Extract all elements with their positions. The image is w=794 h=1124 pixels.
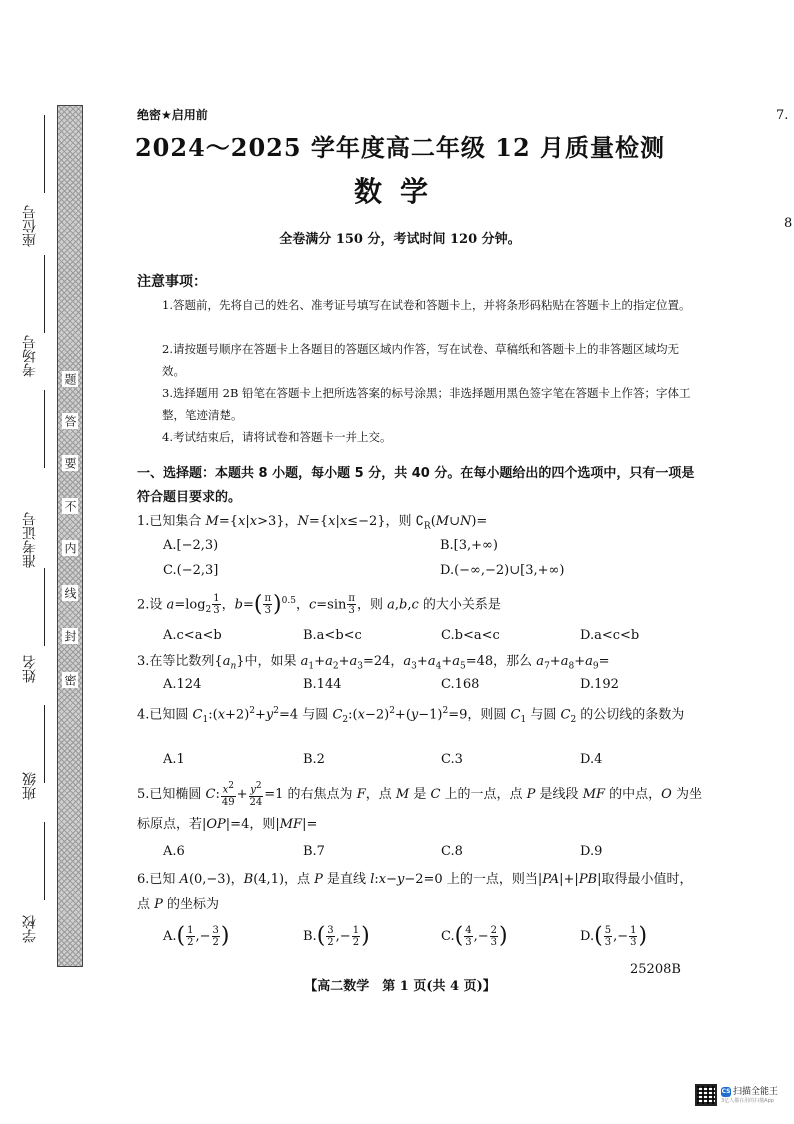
q3-option-d: D.192 [580, 677, 619, 692]
q6-option-b: B.( $\frac{3}{2}$ ,− $\frac{1}{2}$ ) [303, 923, 370, 949]
q2-option-a: A.c<a<b [163, 628, 222, 643]
page-title: 2024～2025 学年度高二年级 12 月质量检测 [134, 133, 666, 162]
q2-option-d: D.a<c<b [580, 628, 640, 643]
paper-code: 25208B [630, 962, 681, 977]
q5-option-b: B.7 [303, 844, 325, 859]
seal-char: 内 [63, 542, 77, 554]
q1-option-b: B.[3,+∞) [440, 538, 498, 553]
q3-option-b: B.144 [303, 677, 342, 692]
q4-option-c: C.3 [441, 752, 463, 767]
q2-option-c: C.b<a<c [441, 628, 500, 643]
scanner-logo-icon: CS [721, 1087, 731, 1095]
page-footer: 【高二数学 第 1 页(共 4 页)】 [304, 979, 496, 994]
seal-char: 要 [63, 457, 77, 469]
binding-field-label: 班级 [22, 772, 38, 800]
seal-char: 线 [63, 587, 77, 599]
next-page-number: 8 [784, 216, 793, 231]
q2-option-b: B.a<b<c [303, 628, 362, 643]
note-item: 4.考试结束后，请将试卷和答题卡一并上交。 [162, 430, 392, 444]
q6-option-a: A.( $\frac{1}{2}$ ,− $\frac{3}{2}$ ) [163, 923, 230, 949]
q4-option-a: A.1 [163, 752, 185, 767]
score-info: 全卷满分 150 分，考试时间 120 分钟。 [279, 232, 521, 247]
next-page-number: 7. [776, 108, 789, 123]
q5-option-c: C.8 [441, 844, 463, 859]
confidential-mark: 绝密★启用前 [137, 108, 208, 122]
seal-char: 题 [63, 373, 77, 385]
question-2: 2.设 $a=\log_2$ $\frac{1}{3}$ ，b=( $\frac{\pi}{3}$ )$^{0.5}$，c=sin $\frac{\pi}{3}$ ，则 a,b,c 的大小关系是 [137, 591, 501, 617]
q1-option-d: D.(−∞,−2)∪[3,+∞) [440, 563, 565, 578]
binding-field-line[interactable] [44, 255, 45, 333]
subject-title: 数学 [353, 175, 446, 208]
q1-option-c: C.(−2,3] [163, 563, 219, 578]
notes-title: 注意事项： [137, 274, 207, 290]
seal-char: 答 [63, 415, 77, 427]
binding-field-line[interactable] [44, 568, 45, 646]
q4-option-b: B.2 [303, 752, 325, 767]
seal-char: 不 [63, 500, 77, 512]
seal-char: 封 [63, 630, 77, 642]
binding-field-line[interactable] [44, 115, 45, 193]
scanner-name: 扫描全能王 [733, 1086, 779, 1097]
q1-option-a: A.[−2,3) [163, 538, 219, 553]
q6-option-d: D.( $\frac{5}{3}$ ,− $\frac{1}{3}$ ) [580, 923, 648, 949]
seal-strip [57, 105, 83, 967]
question-5: 5.已知椭圆 C: $\frac{x^2}{49}$ + $\frac{y^2}{24}$ =1 的右焦点为 F，点 M 是 C 上的一点，点 P 是线段 MF 的中点，O 为坐标原点，若|OP|=4，则|MF|= [137, 781, 702, 832]
binding-field-label: 姓名 [22, 655, 38, 683]
qr-code-icon [695, 1084, 717, 1106]
binding-field-label: 座位号 [22, 205, 38, 247]
q3-option-c: C.168 [441, 677, 480, 692]
binding-field-line[interactable] [44, 390, 45, 468]
note-item: 3.选择题用 2B 铅笔在答题卡上把所选答案的标号涂黑；非选择题用黑色签字笔在答题卡上作答；字体工整，笔迹清楚。 [162, 386, 691, 422]
question-4: 4.已知圆 $C_1:(x+2)^2+y^2=4$ 与圆 $C_2:(x-2)^2+(y-1)^2=9$，则圆 $C_1$ 与圆 $C_2$ 的公切线的条数为 [137, 706, 685, 725]
q3-option-a: A.124 [163, 677, 202, 692]
binding-field-label: 准考证号 [22, 512, 38, 568]
seal-char: 密 [63, 674, 77, 686]
binding-field-line[interactable] [44, 705, 45, 783]
binding-field-line[interactable] [44, 822, 45, 900]
q4-option-d: D.4 [580, 752, 603, 767]
scanner-watermark [695, 1080, 787, 1110]
note-item: 1.答题前，先将自己的姓名、准考证号填写在试卷和答题卡上，并将条形码粘贴在答题卡上的指定位置。 [162, 298, 691, 312]
question-6: 6.已知 A(0,−3)，B(4,1)，点 P 是直线 l:x−y−2=0 上的一点，则当|PA|+|PB|取得最小值时，点 P 的坐标为 [137, 872, 693, 912]
q5-option-d: D.9 [580, 844, 603, 859]
scanner-slogan: 3亿人都在用的扫描App [721, 1097, 774, 1104]
note-item: 2.请按题号顺序在答题卡上各题目的答题区域内作答，写在试卷、草稿纸和答题卡上的非答题区域均无效。 [162, 342, 679, 378]
binding-field-label: 考场号 [22, 335, 38, 377]
binding-field-label: 学校 [22, 915, 38, 943]
question-3: 3.在等比数列$\{a_n\}$中，如果 $a_1+a_2+a_3=24$，$a_3+a_4+a_5=48$，那么 $a_7+a_8+a_9=$ [137, 654, 610, 672]
q6-option-c: C.( $\frac{4}{3}$ ,− $\frac{2}{3}$ ) [441, 923, 508, 949]
section-heading: 一、选择题：本题共 8 小题，每小题 5 分，共 40 分。在每小题给出的四个选项中，只有一项是符合题目要求的。 [137, 466, 695, 505]
q5-option-a: A.6 [163, 844, 185, 859]
question-1: 1.已知集合 M={x|x>3}，N={x|x≤−2}，则 $∁_R(M\cup N)=$ [137, 514, 488, 532]
